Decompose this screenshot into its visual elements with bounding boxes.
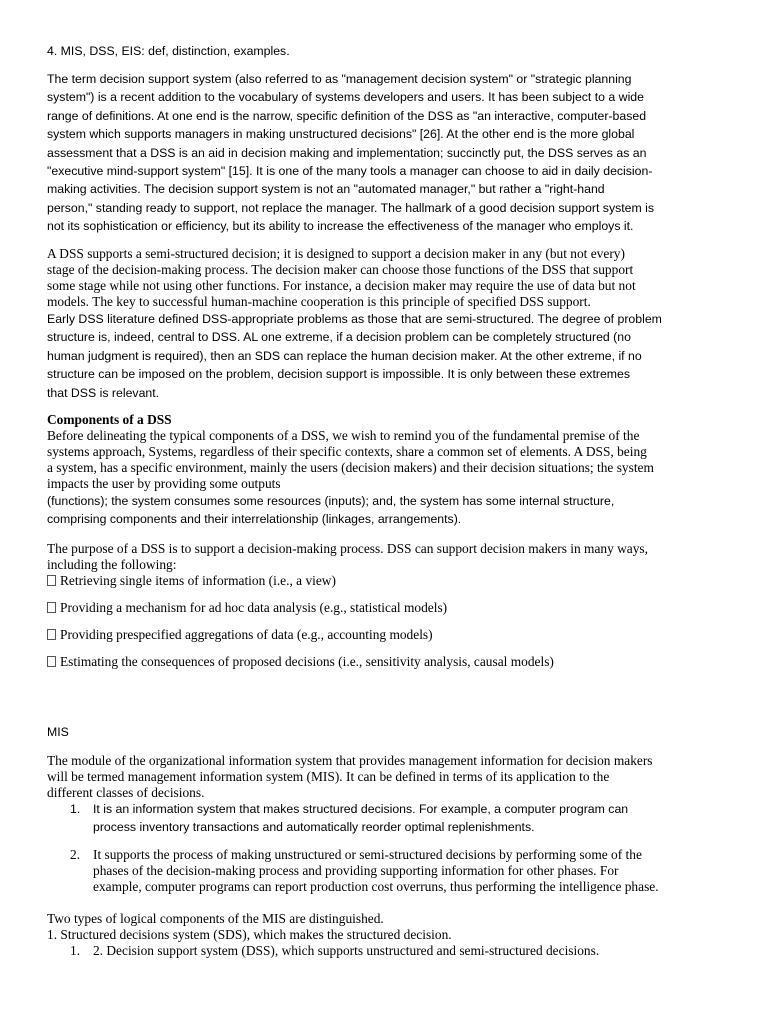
- paragraph-components-cont: (functions); the system consumes some resources (inputs); and, the system has some internal structure, comprising components and their interrelationship (linkages, arrangements).: [47, 494, 615, 527]
- components-section: Components of a DSS Before delineating the typical components of a DSS, we wish to remind you of the fundamental premise of the systems approach, Systems, regardless of their specific contexts, share a common set of elements. A DSS, being a system, has a specific environment, mainly the users (decision makers) and their decision situations; the system impacts the user by providing some outputs: [47, 412, 725, 492]
- paragraph-mis: The module of the organizational information system that provides management information for decision makers will be termed management information system (MIS). It can be defined in terms of its application to the different classes of decisions.: [47, 753, 653, 800]
- section-heading: 4. MIS, DSS, EIS: def, distinction, examples.: [47, 44, 290, 58]
- mis-list-item-1: It is an information system that makes structured decisions. For example, a computer program can process inventory transactions and automatically reorder optimal replenishments.: [93, 802, 629, 835]
- bullet-box-icon: [47, 602, 56, 613]
- paragraph-purpose: The purpose of a DSS is to support a decision-making process. DSS can support decision makers in many ways, including the following:: [47, 541, 648, 572]
- bullet-list: [47, 573, 725, 589]
- mis-title: MIS: [47, 725, 69, 739]
- list-number: 1.: [70, 802, 81, 816]
- list-item: Providing prespecified aggregations of data (e.g., accounting models): [47, 627, 725, 643]
- bullet-box-icon: [47, 575, 56, 586]
- paragraph-two-types: Two types of logical components of the MIS are distinguished. 1. Structured decisions system (SDS), which makes the structured decision.: [47, 911, 452, 942]
- paragraph-problem-structure: Early DSS literature defined DSS-appropriate problems as those that are semi-structured. The degree of problem structure is, indeed, central to DSS. AL one extreme, if a decision problem can be completely structured (no human judgment is required), then an SDS can replace the human decision maker. At the other extreme, if no structure can be imposed on the problem, decision support is impossible. It is only between these extremes that DSS is relevant.: [47, 312, 662, 400]
- list-item: Retrieving single items of information (i.e., a view): [47, 573, 725, 589]
- bullet-box-icon: [47, 629, 56, 640]
- list-number: 2.: [70, 847, 81, 862]
- list-item: Providing a mechanism for ad hoc data analysis (e.g., statistical models): [47, 600, 725, 616]
- list-item: Estimating the consequences of proposed decisions (i.e., sensitivity analysis, causal models): [47, 654, 725, 670]
- paragraph-dss-definition: The term decision support system (also referred to as "management decision system" or "strategic planning system") is a recent addition to the vocabulary of systems developers and users. It has been subject to a wide range of definitions. At one end is the narrow, specific definition of the DSS as "an interactive, computer-based system which supports managers in making unstructured decisions" [26]. At the other end is the more global assessment that a DSS is an aid in decision making and implementation; succinctly put, the DSS serves as an "executive mind-support system" [15]. It is one of the many tools a manager can choose to aid in daily decision- making activities. The decision support system is not an "automated manager," but rather a "right-hand person," standing ready to support, not replace the manager. The hallmark of a good decision support system is not its sophistication or efficiency, but its ability to increase the effectiveness of the manager who employs it.: [47, 72, 655, 234]
- list-number: 1.: [70, 943, 81, 958]
- bullet-box-icon: [47, 656, 56, 667]
- last-list-item: 2. Decision support system (DSS), which supports unstructured and semi-structured decisions.: [93, 943, 600, 958]
- components-title: Components of a DSS: [47, 412, 172, 427]
- paragraph-semi-structured: A DSS supports a semi-structured decision; it is designed to support a decision maker in any (but not every) stage of the decision-making process. The decision maker can choose those functions of the DSS that support some stage while not using other functions. For instance, a decision maker may require the use of data but not models. The key to successful human-machine cooperation is this principle of specified DSS support.: [47, 246, 636, 309]
- mis-list-item-2: It supports the process of making unstructured or semi-structured decisions by performing some of the phases of the decision-making process and providing supporting information for other phases. For example, computer programs can report production cost overruns, thus performing the intelligence phase.: [93, 847, 659, 894]
